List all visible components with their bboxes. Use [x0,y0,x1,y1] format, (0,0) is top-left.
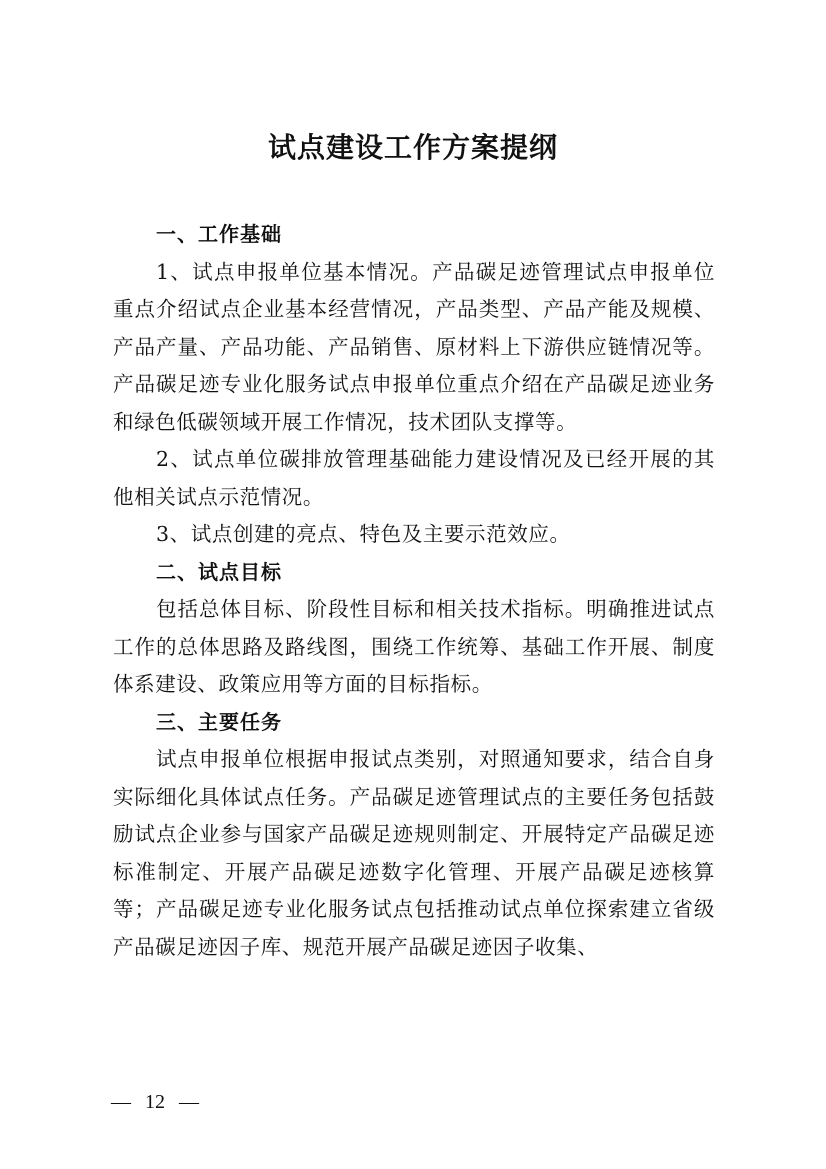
paragraph: 试点申报单位根据申报试点类别，对照通知要求，结合自身实际细化具体试点任务。产品碳足迹管理试点的主要任务包括鼓励试点企业参与国家产品碳足迹规则制定、开展特定产品碳足迹标准制定、开展产品碳足迹数字化管理、开展产品碳足迹核算等；产品碳足迹专业化服务试点包括推动试点单位探索建立省级产品碳足迹因子库、规范开展产品碳足迹因子收集、 [113,747,715,959]
page-number: 12 [145,1091,165,1113]
footer-dash-left: — [111,1091,131,1113]
footer-dash-right: — [179,1091,199,1113]
section-heading: 三、主要任务 [156,709,282,734]
paragraph: 1、试点申报单位基本情况。产品碳足迹管理试点申报单位重点介绍试点企业基本经营情况，产品类型、产品产能及规模、产品产量、产品功能、产品销售、原材料上下游供应链情况等。产品碳足迹专业化服务试点申报单位重点介绍在产品碳足迹业务和绿色低碳领域开展工作情况，技术团队支撑等。 [113,259,715,434]
section-heading: 一、工作基础 [156,222,282,246]
paragraph: 2、试点单位碳排放管理基础能力建设情况及已经开展的其他相关试点示范情况。 [113,447,715,509]
document-body [113,216,715,966]
section-heading: 二、试点目标 [156,559,282,584]
page-title: 试点建设工作方案提纲 [267,131,558,164]
paragraph: 包括总体目标、阶段性目标和相关技术指标。明确推进试点工作的总体思路及路线图，围绕工作统筹、基础工作开展、制度体系建设、政策应用等方面的目标指标。 [113,597,715,696]
paragraph: 3、试点创建的亮点、特色及主要示范效应。 [156,522,571,546]
page-footer [111,1087,199,1117]
